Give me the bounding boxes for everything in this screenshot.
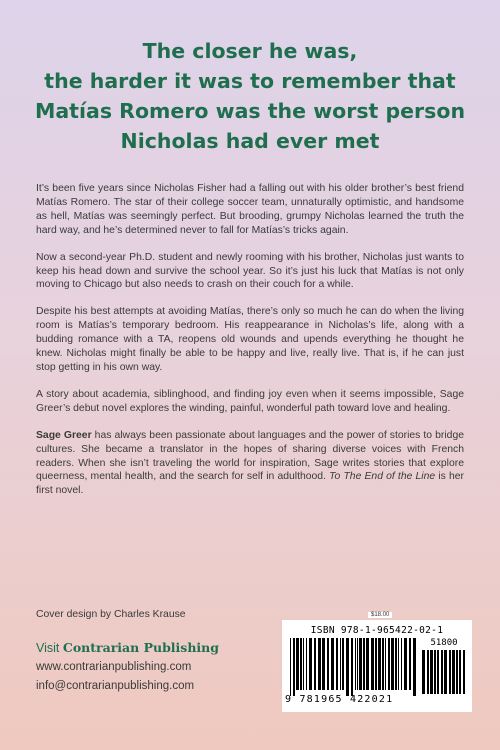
headline-line-3: Matías Romero was the worst person: [34, 99, 466, 123]
addon-number: 51800: [430, 638, 458, 648]
publisher-email[interactable]: info@contrarianpublishing.com: [36, 680, 195, 692]
author-bio-text: has always been passionate about languages and the power of stories to bridge cultures. She became a translator in the hopes of sharing diverse voices with French readers. When she isn’t traveling the world for inspiration, Sage writes stories that explore queerness, mental health, and the search for self in adulthood.: [36, 429, 465, 483]
publisher-visit: [36, 640, 219, 655]
blurb: [36, 182, 464, 511]
headline-line-2: the harder it was to remember that: [44, 69, 456, 93]
addon-barcode-icon: [422, 650, 466, 696]
ean-barcode-icon: [290, 638, 418, 696]
book-title: To The End of the Line: [329, 471, 436, 483]
price-label: $18.00: [368, 612, 392, 618]
blurb-paragraph: It’s been five years since Nicholas Fisher had a falling out with his older brother’s best friend Matías Romero. The star of their college soccer team, unnaturally optimistic, and handsome as hell, Matías was seemingly perfect. But brooding, grumpy Nicholas learned the truth the hard way, and he’s determined never to fall for Matías’s tricks again.: [36, 183, 464, 236]
blurb-paragraph: Now a second-year Ph.D. student and newly rooming with his brother, Nicholas just wants to keep his head down and survive the school year. So it’s just his luck that Matías is not only moving to Chicago but also needs to crash on their couch for a while.: [36, 251, 464, 291]
author-bio: [36, 429, 464, 499]
ean-number: 9 781965 422021: [285, 694, 394, 705]
isbn-text: ISBN 978-1-965422-02-1: [310, 625, 444, 636]
blurb-paragraph: A story about academia, siblinghood, and finding joy even when it seems impossible, Sage Greer’s debut novel explores the winding, painful, wonderful path toward love and healing.: [36, 388, 464, 414]
headline-line-4: Nicholas had ever met: [120, 129, 380, 153]
headline: [20, 36, 480, 156]
publisher-website[interactable]: www.contrarianpublishing.com: [36, 661, 192, 673]
cover-credit: Cover design by Charles Krause: [36, 609, 186, 620]
visit-prefix: Visit: [36, 641, 63, 655]
author-name: Sage Greer: [36, 429, 92, 441]
blurb-paragraph: Despite his best attempts at avoiding Matías, there’s only so much he can do when the living room is Matías’s temporary bedroom. His reappearance in Nicholas’s life, along with a budding romance with a TA, reopens old wounds and upends everything he thought he knew. Nicholas might finally be able to be happy and live, really live. That is, if he can just stop getting in his own way.: [36, 306, 464, 373]
publisher-name: Contrarian Publishing: [62, 640, 220, 655]
headline-line-1: The closer he was,: [142, 39, 358, 63]
author-bio-text-end: is her first novel.: [36, 471, 464, 497]
barcode-box: [282, 620, 472, 712]
